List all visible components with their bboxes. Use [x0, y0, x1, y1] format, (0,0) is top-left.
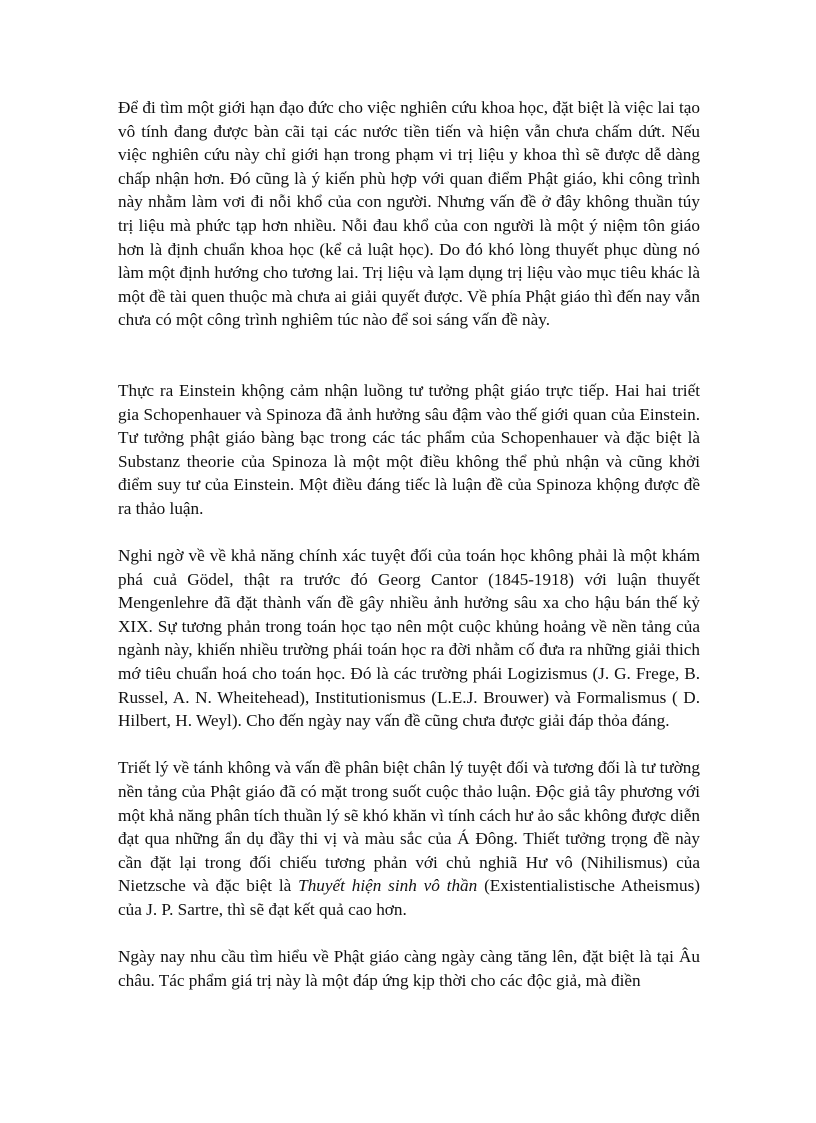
document-page: [118, 96, 700, 1016]
paragraph-emptiness-philosophy: [118, 756, 700, 921]
paragraph-text-before: Triết lý về tánh không và vấn đề phân biệt chân lý tuyệt đối và tương đối là tư tường nền tảng của Phật giáo đã có mặt trong suốt cuộc thảo luận. Độc giả tây phương với một khả năng phân tích thuần lý sẽ khó khăn vì tính cách hư ảo sắc không được diễn đạt qua những ẩn dụ đầy thi vị và màu sắc của Á Đông. Thiết tưởng trọng đề này cần đặt lại trong đối chiếu tương phản với chủ nghiã Hư vô (Nihilismus) của Nietzsche và đặc biệt là: [118, 758, 700, 896]
italic-term: Thuyết hiện sinh vô thần: [298, 876, 478, 896]
paragraph-buddhism-europe: Ngày nay nhu cầu tìm hiểu về Phật giáo càng ngày càng tăng lên, đặt biệt là tại Âu châu. Tác phẩm giá trị này là một đáp ứng kịp thời cho các độc giả, mà điền: [118, 947, 700, 990]
paragraph-cloning-ethics: Để đi tìm một giới hạn đạo đức cho việc nghiên cứu khoa học, đặt biệt là việc lai tạo vô tính đang được bàn cãi tại các nước tiền tiến và hiện vẫn chưa chấm dứt. Nếu việc nghiên cứu này chỉ giới hạn trong phạm vi trị liệu y khoa thì sẽ được dễ dàng chấp nhận hơn. Đó cũng là ý kiến phù hợp với quan điểm Phật giáo, khi công trình này nhằm làm vơi đi nỗi khổ của con người. Nhưng vấn đề ở đây không thuần túy trị liệu mà phức tạp hơn nhiều. Nỗi đau khổ của con người là một ý niệm tôn giáo hơn là định chuẩn khoa học (kể cả luật học). Do đó khó lòng thuyết phục dùng nó làm một định hướng cho tương lai. Trị liệu và lạm dụng trị liệu vào mục tiêu khác là một đề tài quen thuộc mà chưa ai giải quyết được. Về phía Phật giáo thì đến nay vẫn chưa có một công trình nghiêm túc nào để soi sáng vấn đề này.: [118, 98, 700, 330]
paragraph-godel-cantor: Nghi ngờ về về khả năng chính xác tuyệt đối của toán học không phải là một khám phá cuả Gödel, thật ra trước đó Georg Cantor (1845-1918) với luận thuyết Mengenlehre đã đặt thành vấn đề gây nhiều ảnh hưởng sâu xa cho hậu bán thế kỷ XIX. Sự tương phản trong toán học tạo nên một cuộc khủng hoảng về nền tảng của ngành này, khiến nhiều trường phái toán học ra đời nhằm cố đưa ra những giải thich mớ tiêu chuẩn hoá cho toán học. Đó là các trường phái Logizismus (J. G. Frege, B. Russel, A. N. Wheitehead), Institutionismus (L.E.J. Brouwer) và Formalismus ( D. Hilbert, H. Weyl). Cho đến ngày nay vấn đề cũng chưa được giải đáp thỏa đáng.: [118, 546, 700, 731]
paragraph-einstein: Thực ra Einstein khộng cảm nhận luồng tư tưởng phật giáo trực tiếp. Hai hai triết gia Schopenhauer và Spinoza đã ảnh hưởng sâu đậm vào thế giới quan của Einstein. Tư tưởng phật giáo bàng bạc trong các tác phẩm của Schopenhauer và đặc biệt là Substanz theorie của Spinoza là một một điều không thể phủ nhận và cũng khởi điểm suy tư của Einstein. Một điều đáng tiếc là luận đề của Spinoza khộng được đề ra thảo luận.: [118, 380, 700, 518]
paragraph-text-after: (Existentialistische Atheismus) của J. P. Sartre, thì sẽ đạt kết quả cao hơn.: [118, 876, 700, 919]
